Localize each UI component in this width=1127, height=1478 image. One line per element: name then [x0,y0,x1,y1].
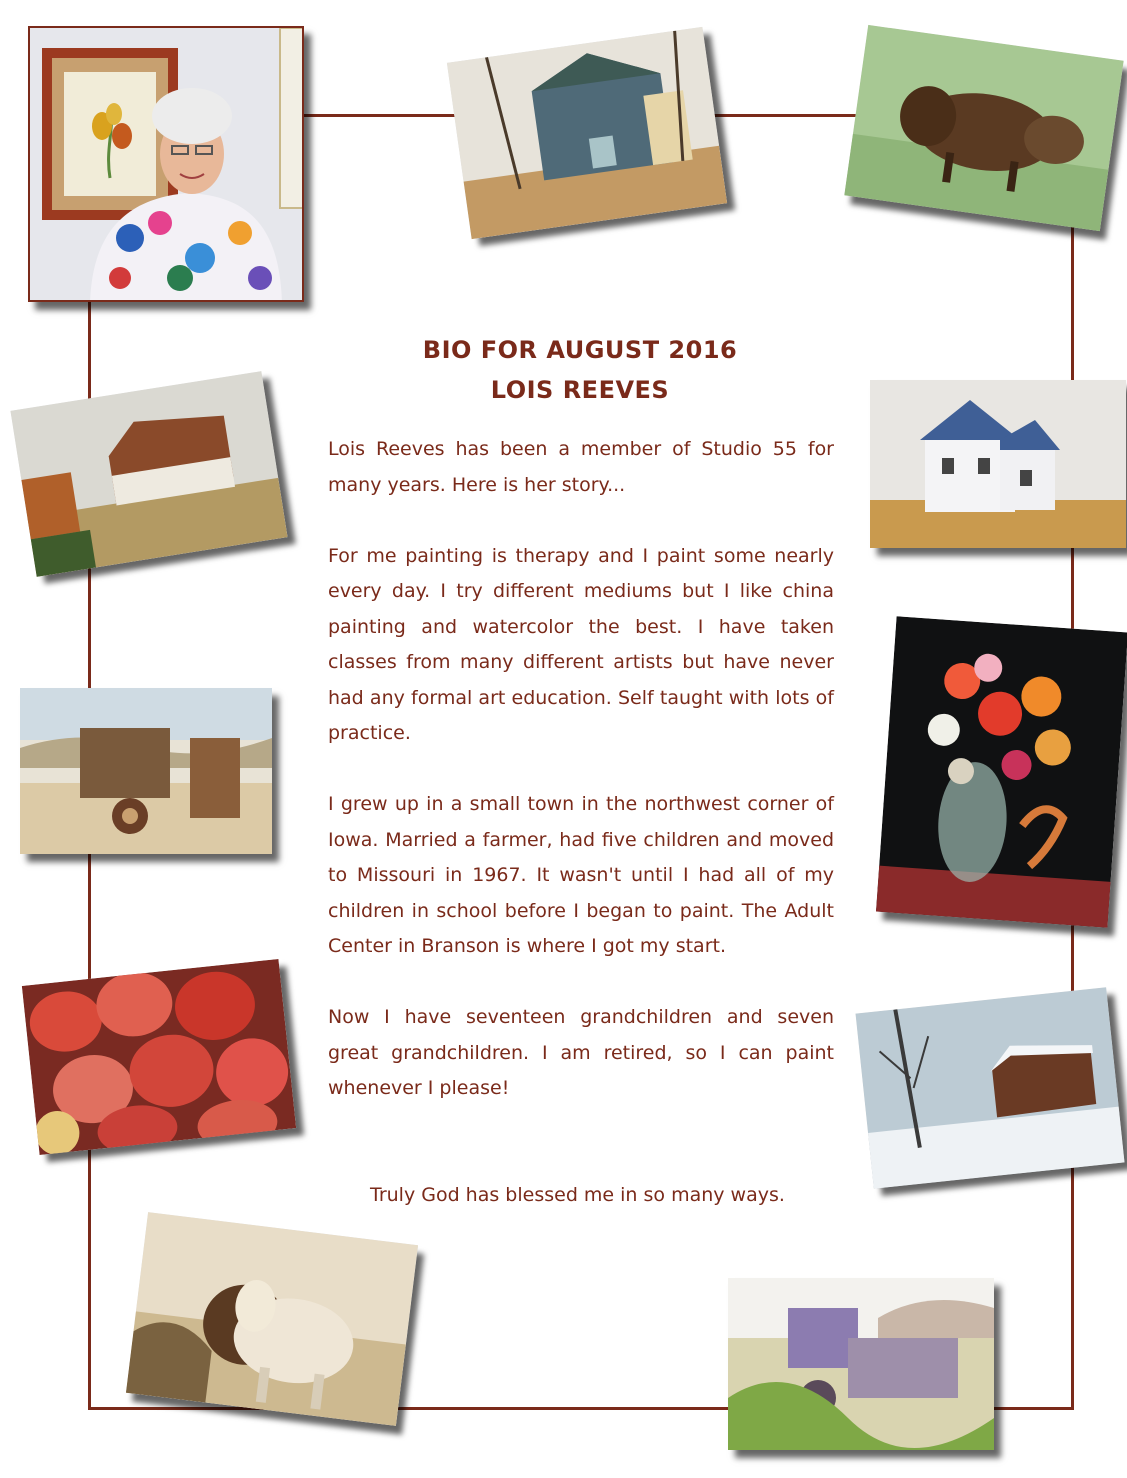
bio-paragraph-background: I grew up in a small town in the northwest corner of Iowa. Married a farmer, had five children and moved to Missouri in 1967. It wasn't until I had all of my children in school before I began to paint. The Adult Center in Branson is where I got my start. [328,793,834,957]
red-peppers-painting [22,959,296,1155]
flower-vase-painting [876,616,1127,927]
winter-cabin-painting [855,987,1124,1188]
artist-portrait-photo [28,26,304,302]
bio-paragraph-intro: Lois Reeves has been a member of Studio 55 for many years. Here is her story... [328,438,834,496]
blue-barn-painting [447,27,727,239]
abandoned-truck-painting [728,1278,994,1450]
bison-painting [844,25,1123,231]
white-farmhouse-painting [870,380,1126,548]
rusty-truck-painting [20,688,272,854]
cows-painting [126,1212,418,1426]
bio-body [328,432,834,1142]
bio-paragraph-painting: For me painting is therapy and I paint some nearly every day. I try different mediums but I like china painting and watercolor the best. I have taken classes from many different artists but have never had any formal art education. Self taught with lots of practice. [328,544,834,744]
bio-heading-line-1: BIO FOR AUGUST 2016 [422,336,738,364]
bio-paragraph-family: Now I have seventeen grandchildren and seven great grandchildren. I am retired, so I can paint whenever I please! [328,1006,834,1099]
closing-line: Truly God has blessed me in so many ways. [370,1184,785,1206]
artist-name-heading: LOIS REEVES [490,376,670,404]
